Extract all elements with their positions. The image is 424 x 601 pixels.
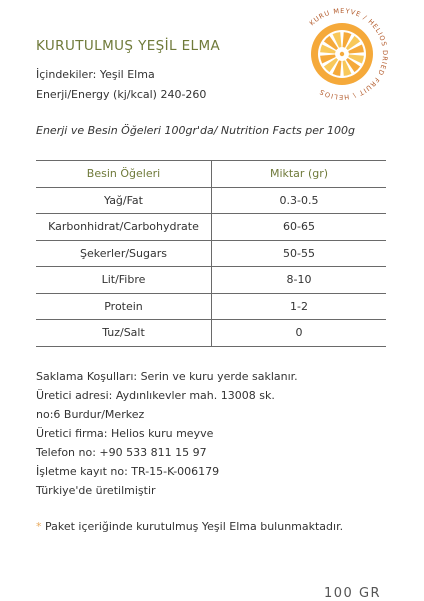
- nutrient-name: Protein: [36, 293, 212, 320]
- nutrient-amount: 0.3-0.5: [212, 187, 387, 214]
- helios-logo: [292, 4, 392, 104]
- package-note-text: Paket içeriğinde kurutulmuş Yeşil Elma bulunmaktadır.: [41, 520, 344, 533]
- table-row: [36, 187, 386, 214]
- storage-text: Saklama Koşulları: Serin ve kuru yerde saklanır.: [36, 370, 298, 383]
- nutrient-name: Lit/Fibre: [36, 267, 212, 294]
- nutrient-amount: 1-2: [212, 293, 387, 320]
- registration-text: İşletme kayıt no: TR-15-K-006179: [36, 465, 220, 478]
- nutrient-name: Tuz/Salt: [36, 320, 212, 347]
- nutrient-amount: 60-65: [212, 214, 387, 241]
- nutrient-amount: 8-10: [212, 267, 387, 294]
- nutrient-amount: 50-55: [212, 240, 387, 267]
- net-weight: 100 GR: [324, 586, 382, 601]
- sun-icon: [311, 23, 373, 85]
- company-text: Üretici firma: Helios kuru meyve: [36, 427, 214, 440]
- nutrition-heading: Enerji ve Besin Öğeleri 100gr'da/ Nutrition Facts per 100g: [36, 124, 355, 137]
- nutrient-name: Karbonhidrat/Carbohydrate: [36, 214, 212, 241]
- table-row: [36, 214, 386, 241]
- nutrient-name: Yağ/Fat: [36, 187, 212, 214]
- ingredients-text: İçindekiler: Yeşil Elma: [36, 68, 155, 81]
- table-row: [36, 320, 386, 347]
- origin-text: Türkiye'de üretilmiştir: [36, 484, 156, 497]
- phone-text: Telefon no: +90 533 811 15 97: [36, 446, 207, 459]
- energy-text: Enerji/Energy (kj/kcal) 240-260: [36, 88, 207, 101]
- nutrition-table: [36, 160, 386, 347]
- table-header-row: [36, 161, 386, 188]
- product-title: KURUTULMUŞ YEŞİL ELMA: [36, 38, 221, 54]
- column-header: Besin Öğeleri: [36, 161, 212, 188]
- asterisk: *: [36, 520, 42, 533]
- column-header: Miktar (gr): [212, 161, 387, 188]
- logo-ring-text: KURU MEYVE / HELIOS DRIED FRUIT \ HELIOS: [307, 6, 390, 102]
- table-row: [36, 240, 386, 267]
- address-line-1: Üretici adresi: Aydınlıkevler mah. 13008 sk.: [36, 389, 275, 402]
- nutrient-amount: 0: [212, 320, 387, 347]
- nutrient-name: Şekerler/Sugars: [36, 240, 212, 267]
- table-row: [36, 293, 386, 320]
- package-note: [36, 520, 343, 533]
- address-line-2: no:6 Burdur/Merkez: [36, 408, 145, 421]
- table-row: [36, 267, 386, 294]
